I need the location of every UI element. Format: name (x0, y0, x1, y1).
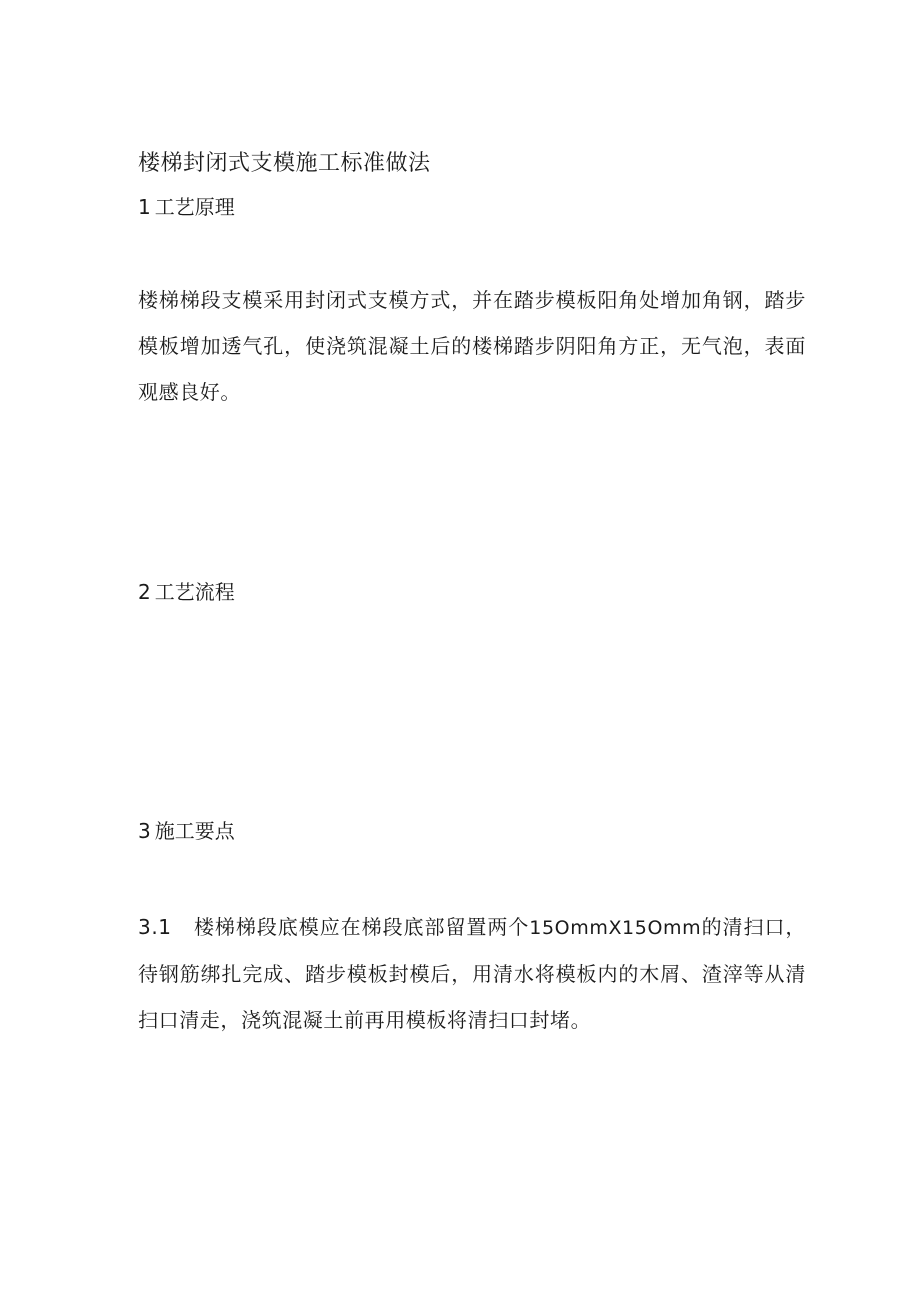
section-1-paragraph: 楼梯梯段支模采用封闭式支模方式，并在踏步模板阳角处增加角钢，踏步模板增加透气孔，使浇筑混凝土后的楼梯踏步阴阳角方正，无气泡，表面观感良好。 (138, 288, 806, 404)
item-3-1-paragraph (138, 904, 806, 1043)
item-dimension: 15OmmX15Omm (529, 917, 702, 939)
item-text-after: 的清扫口，待钢筋绑扎完成、踏步模板封模后，用清水将模板内的木屑、渣滓等从清扫口清走，浇筑混凝土前再用模板将清扫口封堵。 (138, 915, 807, 1032)
section-number: 1 (138, 195, 151, 219)
section-heading-text: 施工要点 (154, 819, 235, 843)
section-heading-1 (138, 191, 806, 223)
section-heading-2 (138, 576, 806, 608)
item-text-before: 楼梯梯段底模应在梯段底部留置两个 (193, 915, 530, 939)
section-number: 2 (138, 580, 151, 604)
section-heading-text: 工艺流程 (154, 580, 235, 604)
item-number: 3.1 (138, 915, 172, 939)
section-heading-3 (138, 815, 806, 847)
document-title: 楼梯封闭式支模施工标准做法 (138, 151, 431, 176)
section-number: 3 (138, 819, 151, 843)
section-heading-text: 工艺原理 (154, 195, 235, 219)
